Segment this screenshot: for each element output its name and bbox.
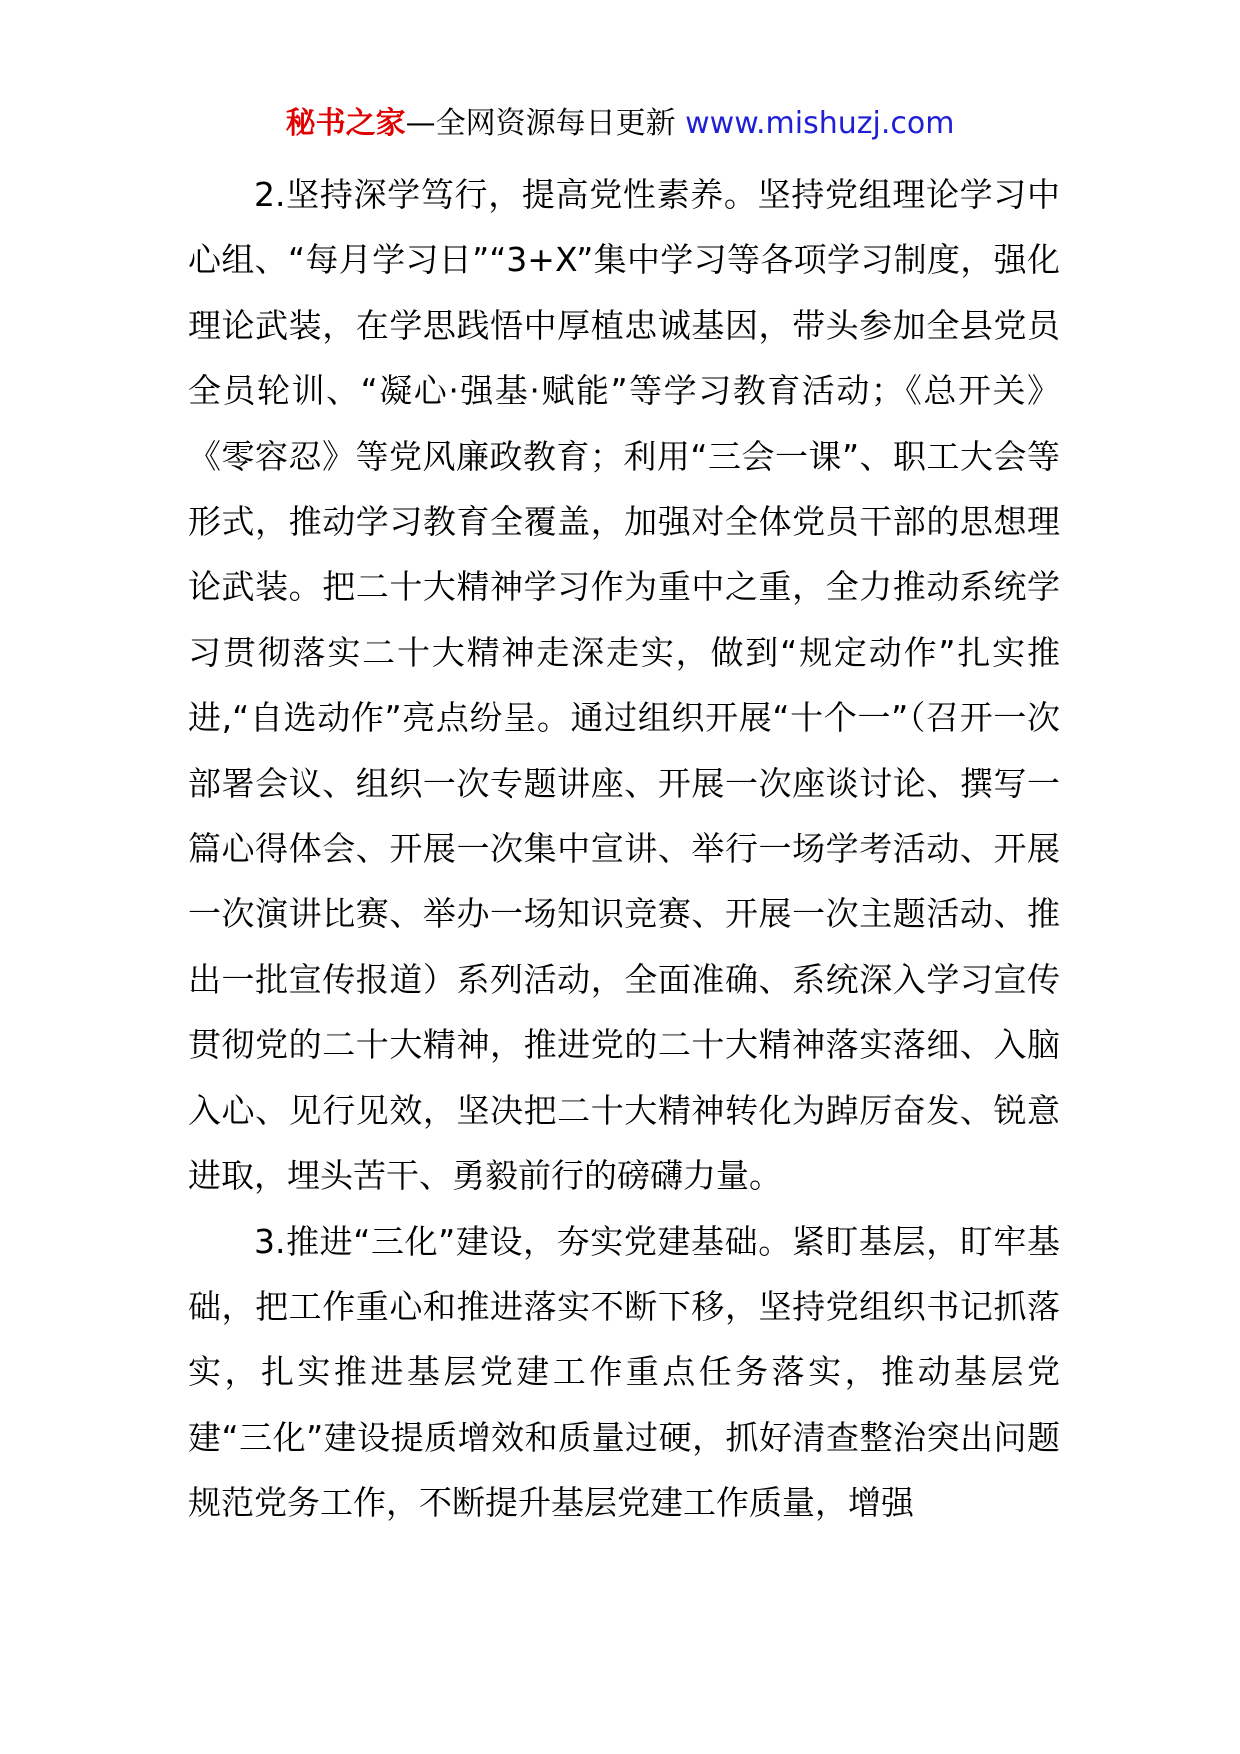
- paragraph-3: 3.推进“三化”建设，夯实党建基础。紧盯基层，盯牢基础，把工作重心和推进落实不断下移，坚持党组织书记抓落实，扎实推进基层党建工作重点任务落实，推动基层党建“三化”建设提质增效和质量过硬，抓好清查整治突出问题规范党务工作，不断提升基层党建工作质量，增强: [188, 1221, 1060, 1523]
- paragraph-2: 2.坚持深学笃行，提高党性素养。坚持党组理论学习中心组、“每月学习日”“3+X”集中学习等各项学习制度，强化理论武装，在学思践悟中厚植忠诚基因，带头参加全县党员全员轮训、“凝心·强基·赋能”等学习教育活动；《总开关》《零容忍》等党风廉政教育；利用“三会一课”、职工大会等形式，推动学习教育全覆盖，加强对全体党员干部的思想理论武装。把二十大精神学习作为重中之重，全力推动系统学习贯彻落实二十大精神走深走实，做到“规定动作”扎实推进,“自选动作”亮点纷呈。通过组织开展“十个一”（召开一次部署会议、组织一次专题讲座、开展一次座谈讨论、撰写一篇心得体会、开展一次集中宣讲、举行一场学考活动、开展一次演讲比赛、举办一场知识竞赛、开展一次主题活动、推出一批宣传报道）系列活动，全面准确、系统深入学习宣传贯彻党的二十大精神，推进党的二十大精神落实落细、入脑入心、见行见效，坚决把二十大精神转化为踔厉奋发、锐意进取，埋头苦干、勇毅前行的磅礴力量。: [188, 175, 1060, 1196]
- page-header: [0, 104, 1240, 144]
- header-tagline: —全网资源每日更新: [405, 106, 686, 141]
- brand-name: 秘书之家: [285, 106, 406, 141]
- site-url: www.mishuzj.com: [685, 106, 955, 141]
- document-body: [188, 162, 1060, 1536]
